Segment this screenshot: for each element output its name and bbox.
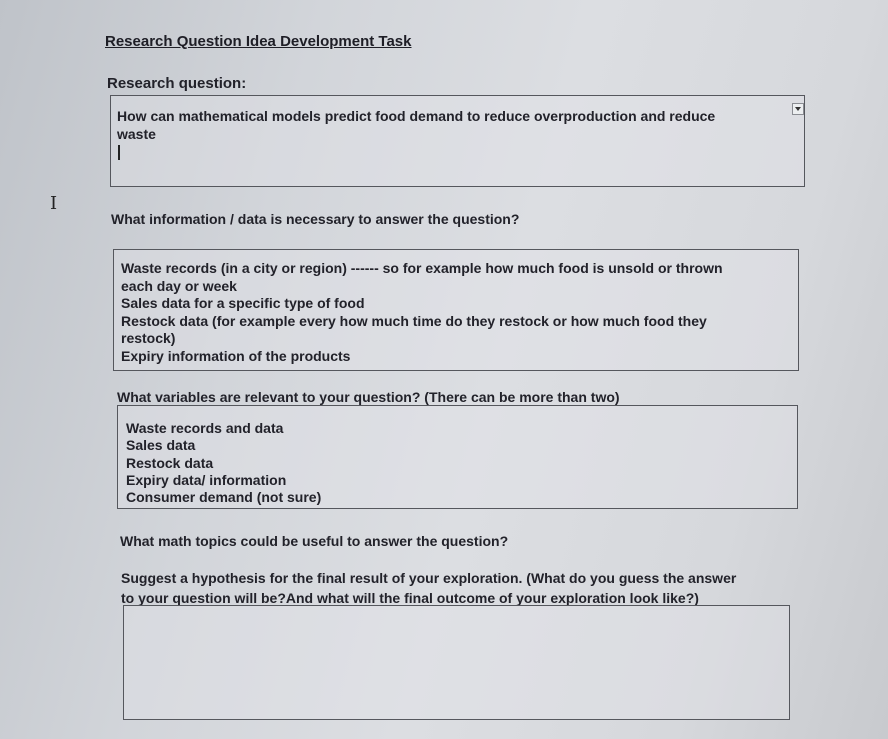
variables-answer[interactable] <box>126 420 321 506</box>
text-ibeam-cursor-icon: I <box>50 193 58 214</box>
variable-item: Waste records and data <box>126 420 284 436</box>
variable-item: Consumer demand (not sure) <box>126 489 322 506</box>
information-line: restock) <box>121 330 176 346</box>
research-question-line: waste <box>117 125 156 142</box>
information-line: Restock data (for example every how much time do they restock or how much food they <box>121 312 707 329</box>
variable-item: Sales data <box>126 437 196 454</box>
hypothesis-field[interactable] <box>123 605 790 720</box>
math-topics-label: What math topics could be useful to answer the question? <box>120 533 509 549</box>
research-question-label: Research question: <box>107 75 247 92</box>
information-line: Waste records (in a city or region) ------ so for example how much food is unsold or thrown <box>121 260 723 276</box>
information-line: each day or week <box>121 277 237 294</box>
hypothesis-label-line: Suggest a hypothesis for the final result of your exploration. (What do you guess the answer <box>121 570 737 586</box>
variables-label: What variables are relevant to your question? (There can be more than two) <box>117 389 620 405</box>
text-caret <box>118 145 120 160</box>
document-title: Research Question Idea Development Task <box>105 33 412 50</box>
information-line: Expiry information of the products <box>121 347 351 364</box>
research-question-line: How can mathematical models predict food demand to reduce overproduction and reduce <box>117 108 716 124</box>
information-needed-answer[interactable] <box>121 260 723 365</box>
hypothesis-label-line: to your question will be?And what will the final outcome of your exploration look like?) <box>121 590 699 606</box>
dropdown-arrow-icon[interactable] <box>792 103 804 115</box>
information-line: Sales data for a specific type of food <box>121 295 365 311</box>
variable-item: Expiry data/ information <box>126 471 287 488</box>
research-question-field[interactable] <box>110 95 805 187</box>
variables-field[interactable] <box>117 405 798 509</box>
variable-item: Restock data <box>126 454 214 471</box>
research-question-answer[interactable] <box>117 108 715 143</box>
information-needed-field[interactable] <box>113 249 799 371</box>
hypothesis-label <box>121 568 736 608</box>
information-needed-label: What information / data is necessary to answer the question? <box>111 211 520 227</box>
